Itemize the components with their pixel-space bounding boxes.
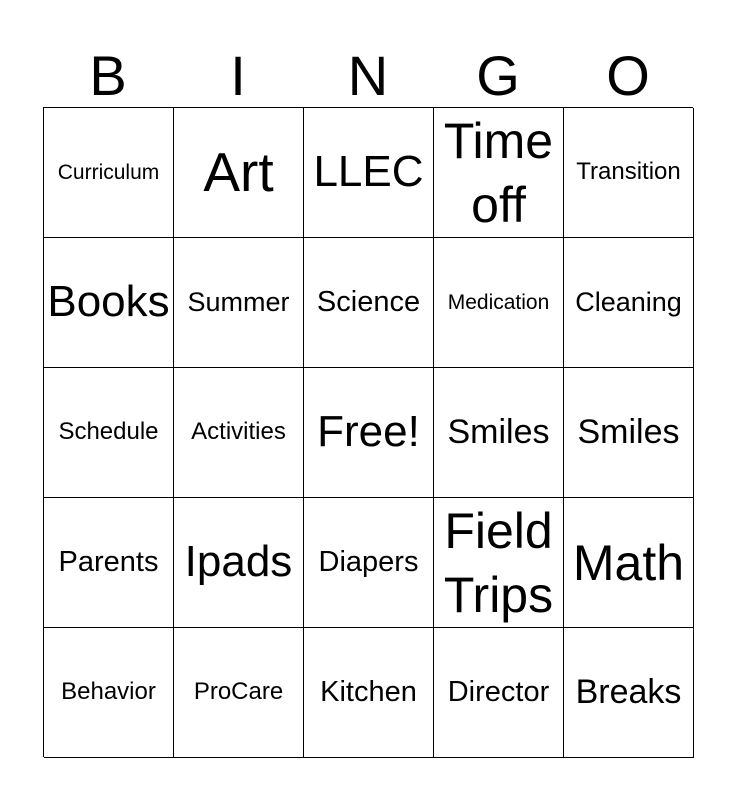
- bingo-cell[interactable]: Diapers: [304, 498, 434, 628]
- bingo-cell[interactable]: Ipads: [174, 498, 304, 628]
- bingo-cell[interactable]: Medication: [434, 238, 564, 368]
- bingo-cell[interactable]: Math: [564, 498, 694, 628]
- header-letter-o: O: [606, 44, 650, 107]
- bingo-cell-free[interactable]: Free!: [304, 368, 434, 498]
- bingo-cell[interactable]: Transition: [564, 108, 694, 238]
- header-letter-n: N: [347, 44, 389, 107]
- bingo-cell[interactable]: Summer: [174, 238, 304, 368]
- bingo-cell[interactable]: Director: [434, 628, 564, 758]
- bingo-cell[interactable]: Books: [44, 238, 174, 368]
- header-letter-g: G: [476, 44, 520, 107]
- bingo-cell[interactable]: Activities: [174, 368, 304, 498]
- bingo-cell[interactable]: Smiles: [564, 368, 694, 498]
- bingo-cell[interactable]: Time off: [434, 108, 564, 238]
- bingo-cell[interactable]: Art: [174, 108, 304, 238]
- bingo-cell[interactable]: Cleaning: [564, 238, 694, 368]
- bingo-cell[interactable]: Schedule: [44, 368, 174, 498]
- bingo-cell[interactable]: Breaks: [564, 628, 694, 758]
- bingo-cell[interactable]: Smiles: [434, 368, 564, 498]
- bingo-cell[interactable]: Field Trips: [434, 498, 564, 628]
- bingo-cell[interactable]: Curriculum: [44, 108, 174, 238]
- bingo-card-grid: [43, 107, 693, 757]
- bingo-cell[interactable]: Behavior: [44, 628, 174, 758]
- bingo-cell[interactable]: Science: [304, 238, 434, 368]
- bingo-cell[interactable]: Parents: [44, 498, 174, 628]
- header-letter-i: I: [230, 44, 246, 107]
- header-letter-b: B: [89, 44, 127, 107]
- bingo-cell[interactable]: ProCare: [174, 628, 304, 758]
- bingo-cell[interactable]: LLEC: [304, 108, 434, 238]
- bingo-header: [43, 44, 693, 108]
- bingo-cell[interactable]: Kitchen: [304, 628, 434, 758]
